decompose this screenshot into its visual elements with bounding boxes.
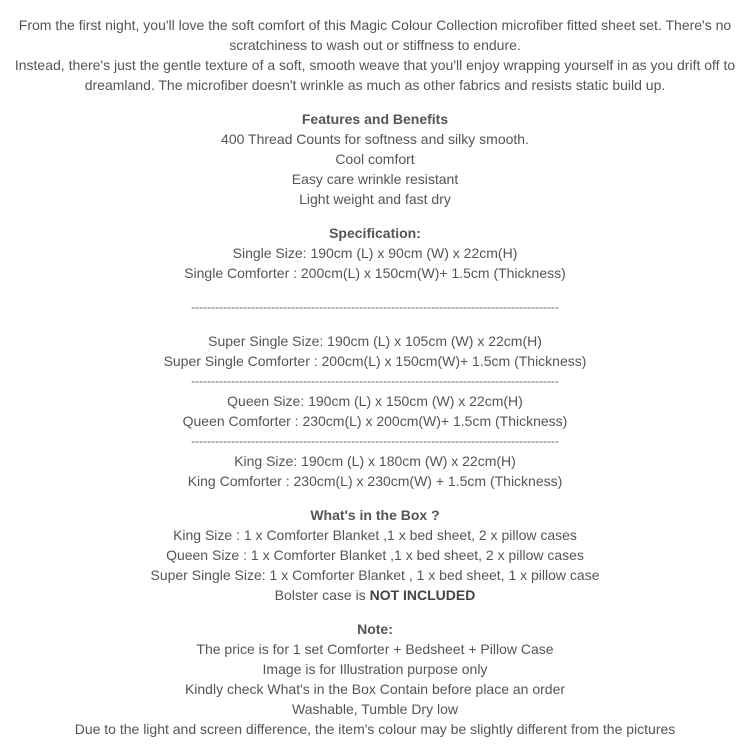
intro-line: From the first night, you'll love the soft comfort of this Magic Colour Collection microfiber fitted sheet set. There's no <box>18 17 732 33</box>
feature-item: 400 Thread Counts for softness and silky smooth. <box>221 131 529 147</box>
not-included-label: NOT INCLUDED <box>369 587 476 603</box>
specification-heading: Specification: <box>329 225 421 241</box>
note-item: The price is for 1 set Comforter + Bedsheet + Pillow Case <box>196 641 554 657</box>
divider: -------------------------------------------------------------------------------------------- <box>191 374 559 388</box>
features-section <box>0 109 750 209</box>
note-item: Kindly check What's in the Box Contain before place an order <box>184 681 566 697</box>
specification-section <box>0 223 750 491</box>
bolster-prefix: Bolster case is <box>274 587 370 603</box>
feature-item: Light weight and fast dry <box>299 191 451 207</box>
single-size: Single Size: 190cm (L) x 90cm (W) x 22cm(H) <box>232 245 518 261</box>
intro-paragraph <box>0 15 750 95</box>
note-item: Washable, Tumble Dry low <box>292 701 458 717</box>
box-item: King Size : 1 x Comforter Blanket ,1 x bed sheet, 2 x pillow cases <box>173 527 577 543</box>
bolster-note <box>0 585 750 605</box>
king-comforter: King Comforter : 230cm(L) x 230cm(W) + 1.5cm (Thickness) <box>187 473 563 489</box>
queen-comforter: Queen Comforter : 230cm(L) x 200cm(W)+ 1.5cm (Thickness) <box>182 413 568 429</box>
queen-size: Queen Size: 190cm (L) x 150cm (W) x 22cm(H) <box>227 393 523 409</box>
box-contents-section <box>0 505 750 605</box>
single-comforter: Single Comforter : 200cm(L) x 150cm(W)+ 1.5cm (Thickness) <box>184 265 566 281</box>
box-item: Queen Size : 1 x Comforter Blanket ,1 x bed sheet, 2 x pillow cases <box>166 547 584 563</box>
note-heading: Note: <box>357 621 393 637</box>
box-heading: What's in the Box ? <box>310 507 440 523</box>
note-item: Image is for Illustration purpose only <box>262 661 488 677</box>
super-single-size: Super Single Size: 190cm (L) x 105cm (W) x 22cm(H) <box>208 333 542 349</box>
features-heading: Features and Benefits <box>301 111 449 127</box>
note-item: Due to the light and screen difference, the item's colour may be slightly different from the pictures <box>74 721 676 737</box>
divider: -------------------------------------------------------------------------------------------- <box>191 434 559 448</box>
intro-line: scratchiness to wash out or stiffness to endure. <box>229 37 521 53</box>
intro-line: dreamland. The microfiber doesn't wrinkle as much as other fabrics and resists static build up. <box>84 77 666 93</box>
feature-item: Cool comfort <box>335 151 415 167</box>
note-section <box>0 619 750 739</box>
super-single-comforter: Super Single Comforter : 200cm(L) x 150cm(W)+ 1.5cm (Thickness) <box>163 353 587 369</box>
intro-line: Instead, there's just the gentle texture of a soft, smooth weave that you'll enjoy wrapping yourself in as you drift off to <box>14 57 736 73</box>
feature-item: Easy care wrinkle resistant <box>291 171 459 187</box>
box-item: Super Single Size: 1 x Comforter Blanket , 1 x bed sheet, 1 x pillow case <box>150 567 600 583</box>
divider: -------------------------------------------------------------------------------------------- <box>191 300 559 314</box>
king-size: King Size: 190cm (L) x 180cm (W) x 22cm(H) <box>234 453 516 469</box>
